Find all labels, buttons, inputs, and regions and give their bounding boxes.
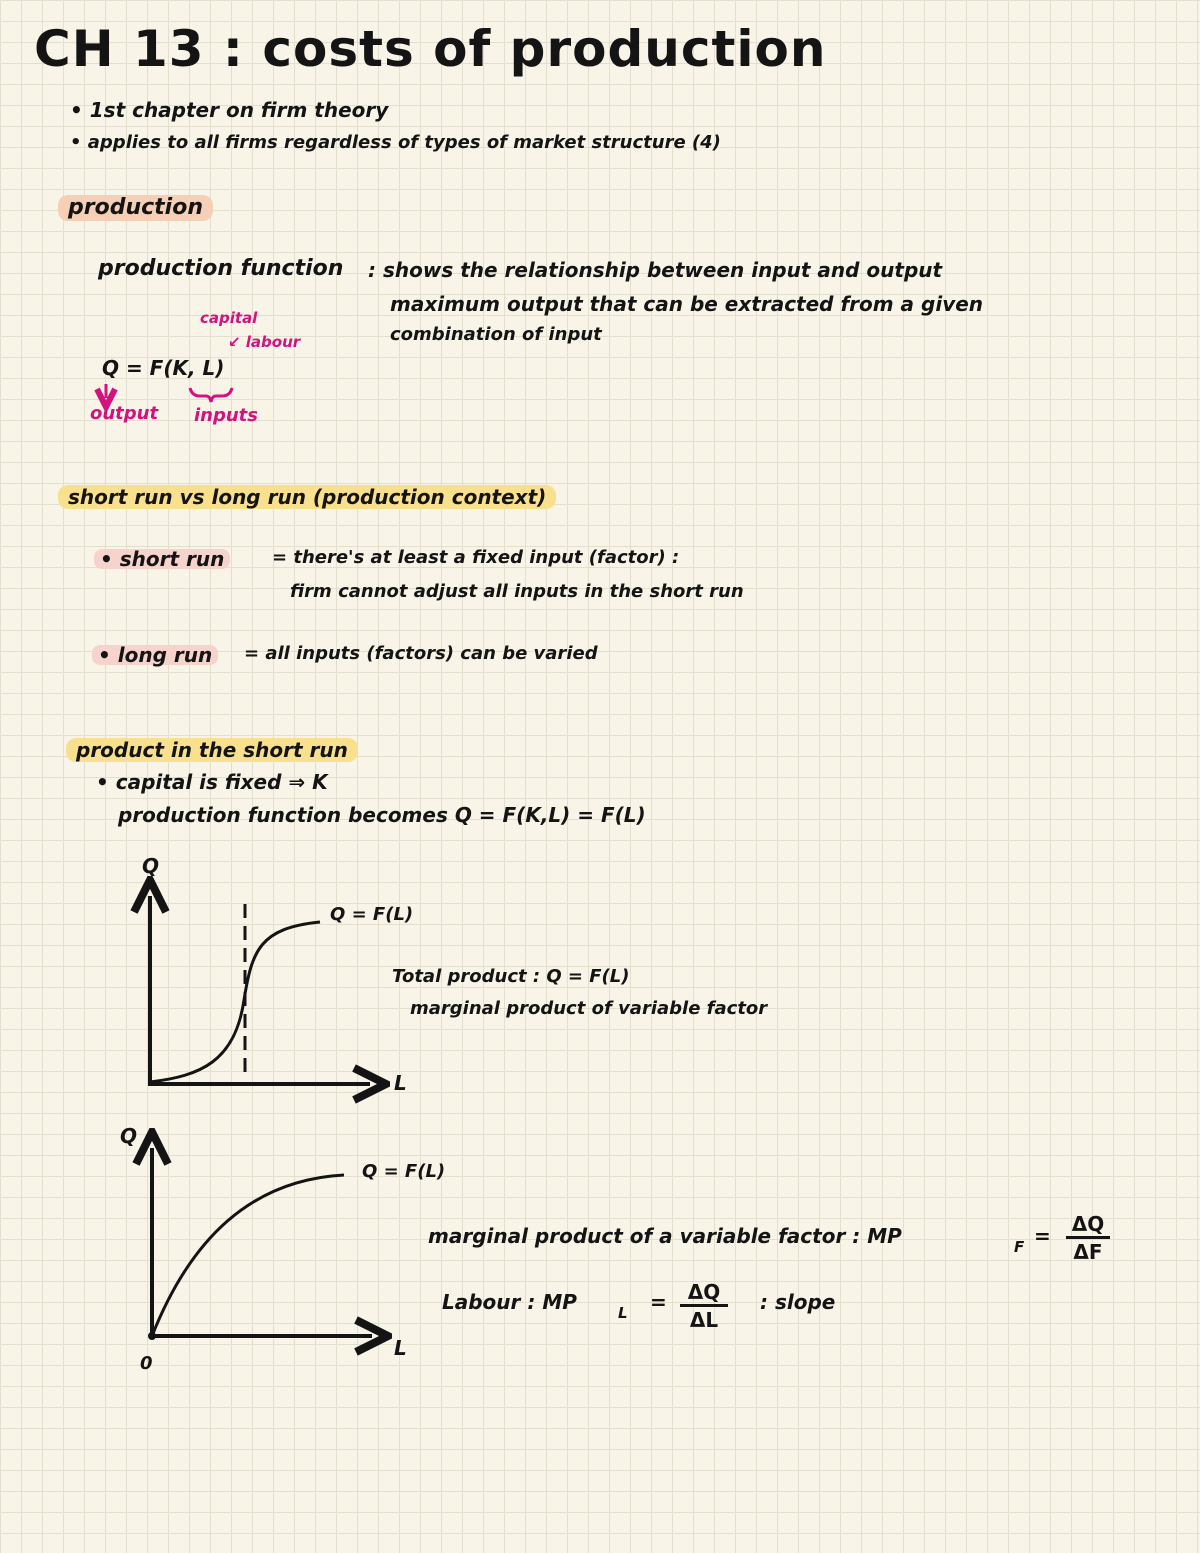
- labour-text: Labour : MP: [442, 1290, 577, 1314]
- graph1-note-1: Total product : Q = F(L): [392, 966, 630, 987]
- production-def-line-1: : shows the relationship between input and output: [368, 258, 943, 282]
- graph2-y-label: Q: [120, 1124, 138, 1148]
- fraction-denominator: ΔF: [1073, 1240, 1103, 1264]
- page-title: CH 13 : costs of production: [34, 20, 827, 78]
- label-output: output: [90, 403, 159, 424]
- label-capital: capital: [200, 309, 258, 327]
- graph1-y-label: Q: [142, 854, 160, 878]
- production-heading: production: [58, 195, 213, 221]
- marginal-sub-f: F: [1014, 1238, 1025, 1256]
- long-run-label: • long run: [92, 645, 218, 665]
- slope-label: : slope: [760, 1290, 836, 1314]
- intro-bullet-1: • 1st chapter on firm theory: [70, 98, 389, 122]
- graph1-curve: [150, 922, 320, 1082]
- graph1-note-2: marginal product of variable factor: [410, 998, 768, 1019]
- intro-bullet-2: • applies to all firms regardless of types of market structure (4): [70, 132, 721, 153]
- production-def-line-2: maximum output that can be extracted from a given: [390, 292, 984, 316]
- graph1-curve-label: Q = F(L): [330, 904, 414, 925]
- short-run-product-heading: product in the short run: [66, 738, 358, 762]
- production-def-line-3: combination of input: [390, 324, 602, 345]
- inputs-brace: [190, 388, 232, 402]
- marginal-equals: =: [1034, 1224, 1051, 1248]
- labour-fraction: [680, 1282, 728, 1330]
- fraction-numerator: ΔQ: [1066, 1214, 1110, 1239]
- long-run-def: = all inputs (factors) can be varied: [244, 643, 598, 664]
- production-function-label: production function: [98, 256, 344, 281]
- graph2-origin-dot: [148, 1332, 156, 1340]
- labour-sub-l: L: [618, 1304, 628, 1322]
- production-function-becomes: production function becomes Q = F(K,L) = F(L): [118, 803, 646, 827]
- graph2-curve: [152, 1175, 344, 1336]
- graph2-curve-label: Q = F(L): [362, 1161, 446, 1182]
- short-run-def-2: firm cannot adjust all inputs in the short run: [290, 581, 744, 602]
- fraction-numerator: ΔQ: [680, 1282, 728, 1307]
- fraction-denominator: ΔL: [689, 1308, 719, 1332]
- marginal-product-text: marginal product of a variable factor : MP: [428, 1224, 902, 1248]
- graph2-origin-label: 0: [140, 1353, 153, 1374]
- label-labour: ↙ labour: [228, 333, 301, 351]
- graph2-x-label: L: [394, 1336, 407, 1360]
- runs-heading: short run vs long run (production context): [58, 485, 556, 509]
- capital-fixed-bullet: • capital is fixed ⇒ K: [96, 770, 328, 794]
- short-run-label: • short run: [94, 549, 230, 569]
- label-inputs: inputs: [194, 405, 259, 426]
- graph1-x-label: L: [394, 1071, 407, 1095]
- marginal-fraction-f: [1066, 1214, 1110, 1262]
- production-equation: Q = F(K, L): [102, 356, 225, 380]
- short-run-def-1: = there's at least a fixed input (factor) :: [272, 547, 680, 568]
- labour-equals: =: [650, 1290, 667, 1314]
